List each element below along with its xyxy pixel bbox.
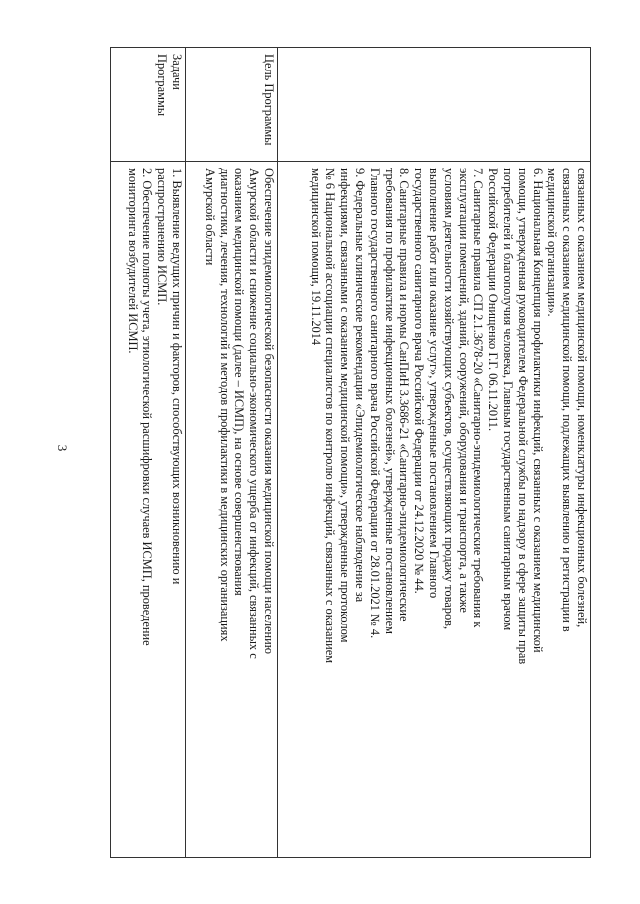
text-line: Главного государственного санитарного врача Российской Федерации от 28.01.2021 № 4. — [367, 168, 382, 639]
text-line: Амурской области и снижение социально-экономического ущерба от инфекций, связанных с — [247, 168, 262, 659]
text-line: 8. Санитарные правила и нормы СанПиН 3.3686-21 «Санитарно-эпидемиологические — [397, 168, 412, 622]
text-line: Обеспечение эпидемиологической безопасности оказания медицинской помощи населению — [262, 168, 276, 655]
text-line: требования по профилактике инфекционных болезней», утвержденные постановлением — [382, 168, 397, 634]
table-row-program-goal — [186, 48, 278, 858]
table-row-legal-basis — [278, 48, 591, 858]
text-line: связанных с оказанием медицинской помощи, подлежащих выявлению и регистрации в — [560, 168, 575, 632]
text-line: мониторинга возбудителей ИСМП. — [125, 168, 140, 354]
text-line: медицинской помощи, 19.11.2014 — [308, 168, 323, 346]
program-tasks-content-cell — [111, 162, 186, 858]
text-line: Амурской области — [202, 168, 217, 266]
text-line: оказанием медицинской помощи (далее – ИСМП), на основе совершенствования — [232, 168, 247, 596]
text-line: Российской Федерации Онищенко Г.Г. 06.11.2011. — [486, 168, 501, 432]
page-number: 3 — [55, 444, 70, 452]
text-line: 9. Федеральные клинические рекомендации «Эпидемиологическое наблюдение за — [353, 168, 368, 603]
document-table-frame — [111, 47, 591, 857]
program-passport-table — [110, 47, 591, 858]
table-row-program-tasks — [111, 48, 186, 858]
text-line: № 6 Национальной ассоциации специалистов по контролю инфекций, связанных с оказанием — [323, 168, 338, 664]
text-line: условиям деятельности хозяйствующих субъектов, осуществляющих продажу товаров, — [441, 168, 456, 630]
text-line: медицинской организации». — [545, 168, 560, 317]
text-line: государственного санитарного врача Российской Федерации от 24.12.2020 № 44. — [412, 168, 427, 594]
text-line: 1. Выявление ведущих причин и факторов, способствующих возникновению и — [170, 168, 184, 585]
program-tasks-label: Задачи Программы — [111, 48, 186, 162]
text-line: 6. Национальная Концепция профилактики инфекций, связанных с оказанием медицинской — [530, 168, 545, 653]
text-line: выполнение работ или оказание услуг», утвержденные постановлением Главного — [427, 168, 442, 599]
text-line: 7. Санитарные правила СП 2.1.3678-20 «Санитарно-эпидемиологические требования к — [471, 168, 486, 628]
rotated-table — [111, 47, 591, 857]
text-line: 2. Обеспечение полноты учета, этиологической расшифровки случаев ИСМП, проведение — [140, 168, 155, 646]
program-goal-label: Цель Программы — [186, 48, 278, 162]
text-line: эксплуатации помещений, зданий, сооружений, оборудования и транспорта, а также — [456, 168, 471, 613]
text-line: связанных с оказанием медицинской помощи, номенклатуры инфекционных болезней, — [575, 168, 589, 628]
text-line: помощи, утвержденная руководителем Федеральной службы по надзору в сфере защиты прав — [515, 168, 530, 665]
program-goal-content-cell — [186, 162, 278, 858]
legal-basis-label-cell — [278, 48, 591, 162]
text-line: распространению ИСМП. — [155, 168, 170, 306]
text-line: диагностики, лечения, технологий и методов профилактики в медицинских организациях — [217, 168, 232, 642]
text-line: потребителей и благополучия человека, Главным государственным санитарным врачом — [501, 168, 516, 631]
legal-basis-content-cell — [278, 162, 591, 858]
text-line: инфекциями, связанными с оказанием медицинской помощи», утвержденные протоколом — [338, 168, 353, 643]
